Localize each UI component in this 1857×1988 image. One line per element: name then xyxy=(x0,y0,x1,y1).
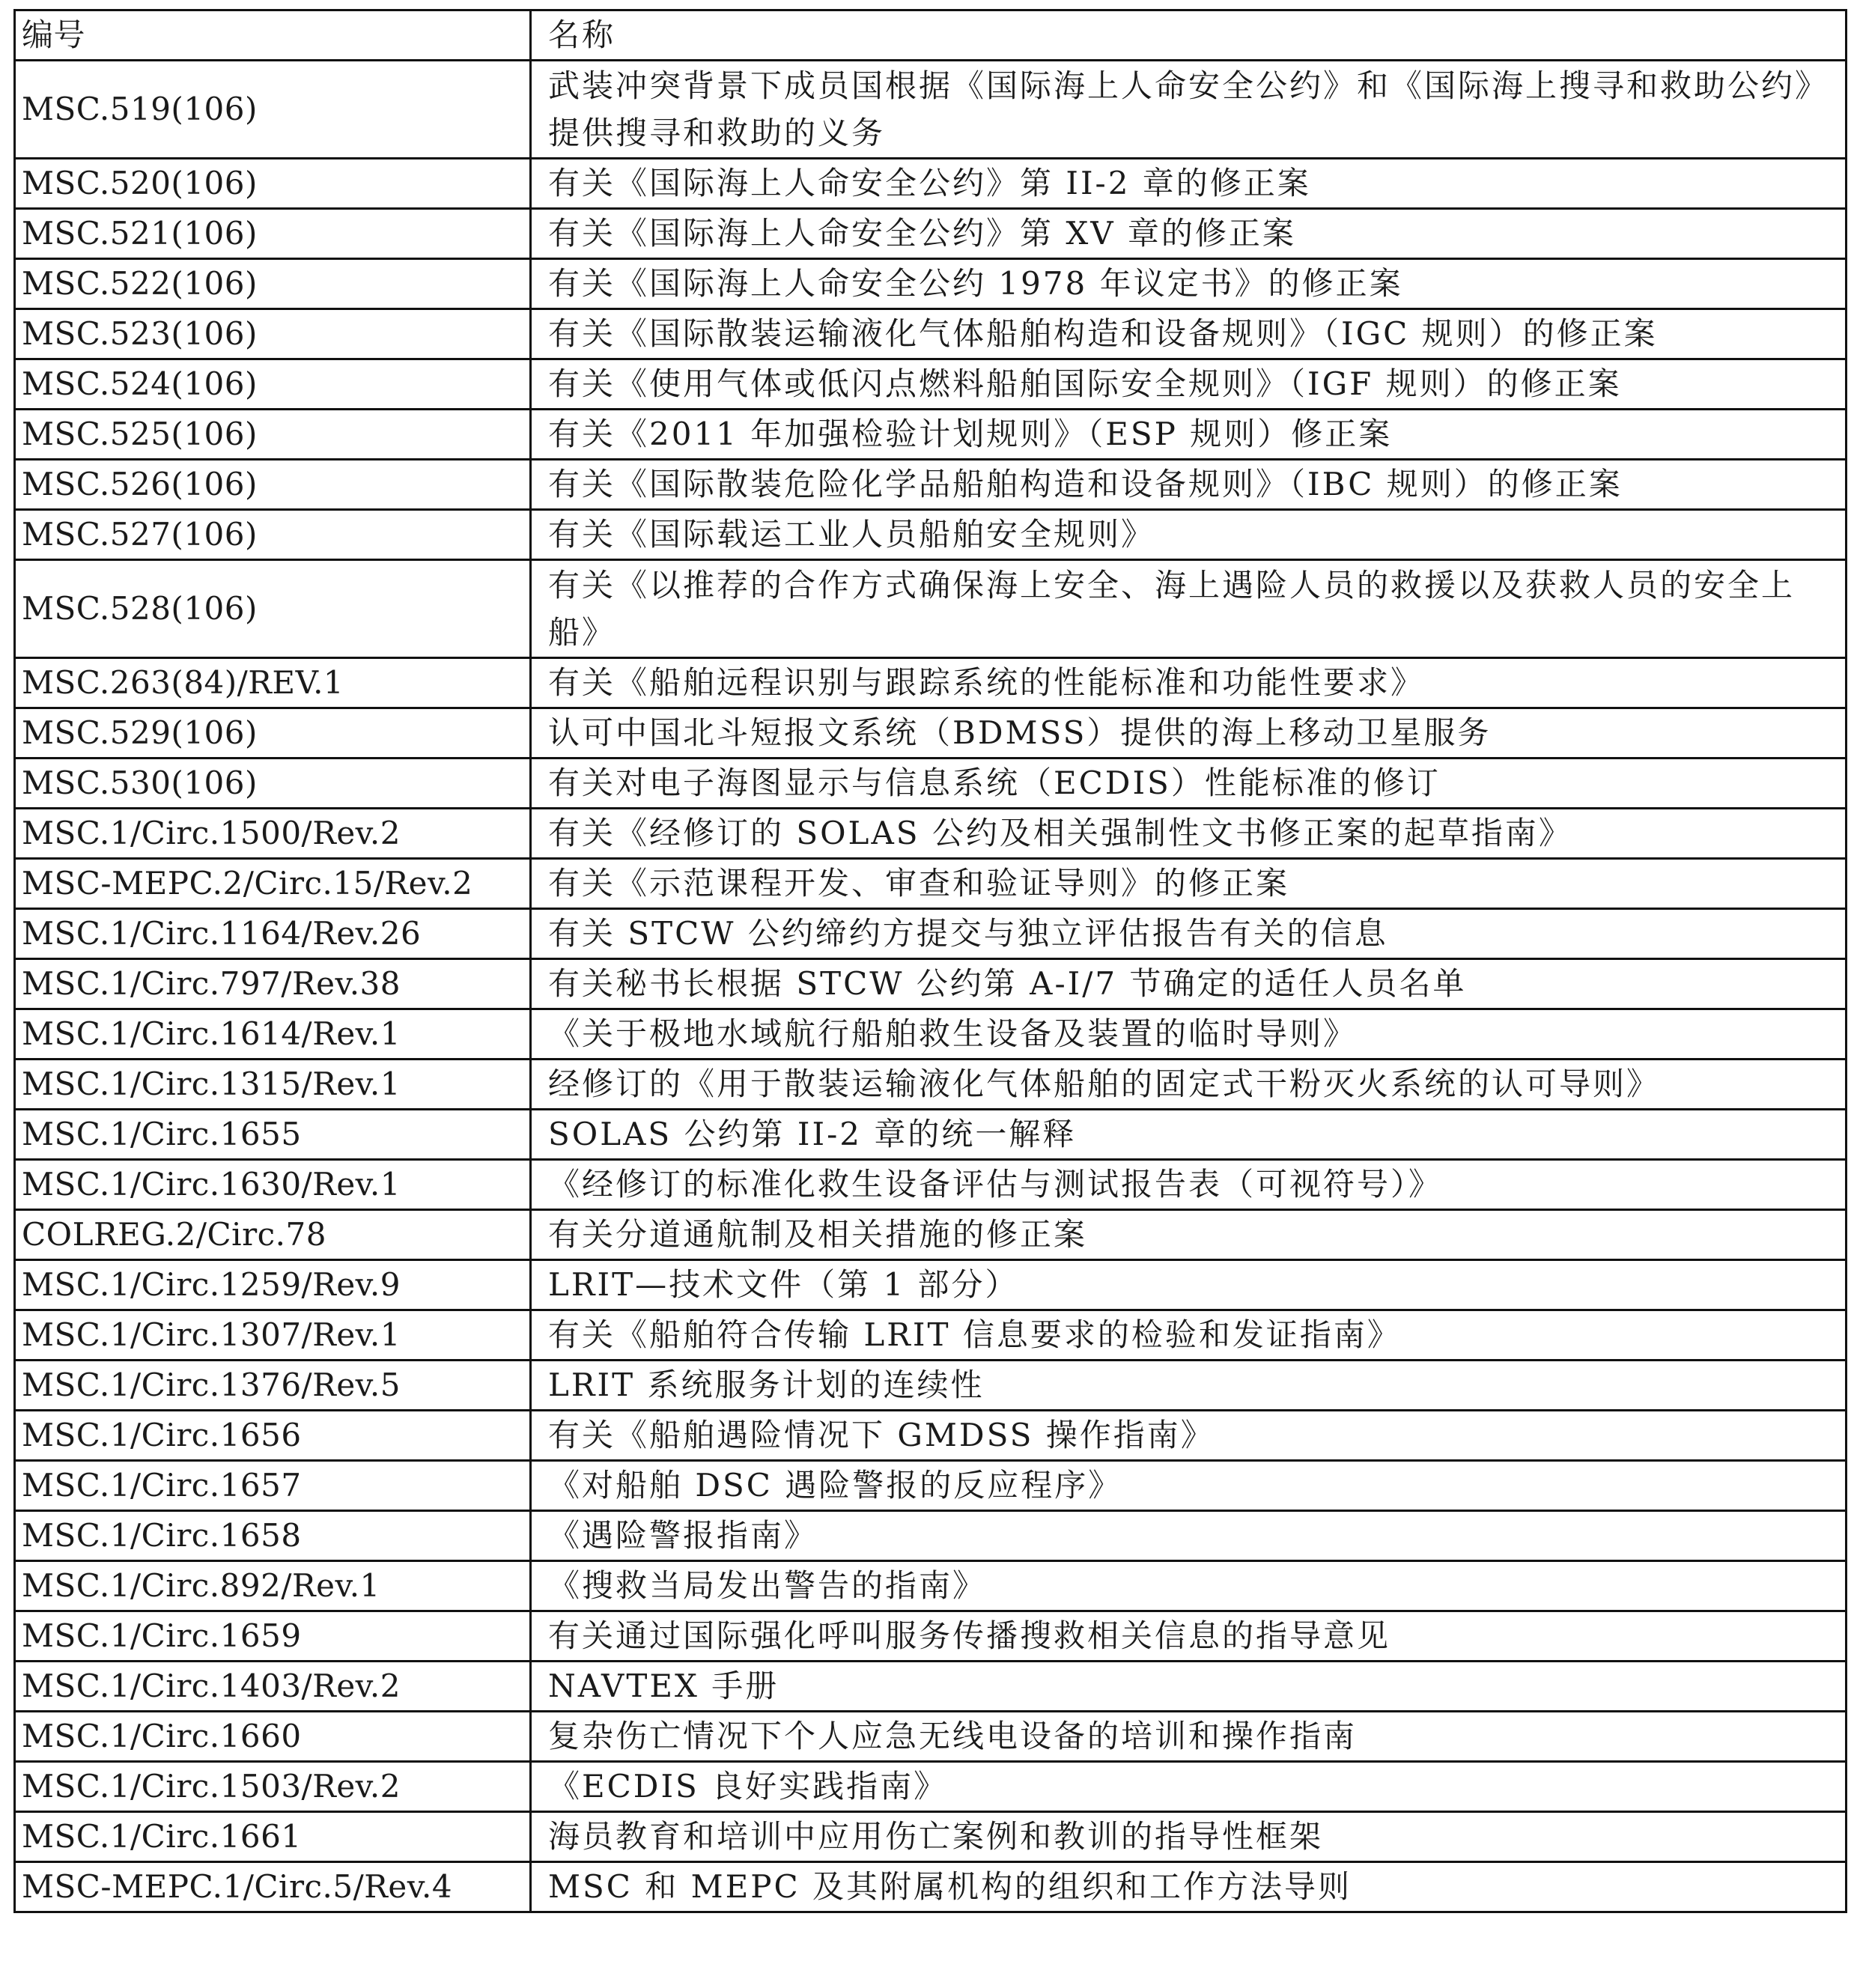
table-row xyxy=(15,1461,1847,1511)
document-code-cell: MSC.1/Circ.1655 xyxy=(15,1110,531,1160)
table-row xyxy=(15,510,1847,560)
document-code-cell: MSC-MEPC.1/Circ.5/Rev.4 xyxy=(15,1862,531,1912)
document-name-cell: NAVTEX 手册 xyxy=(531,1662,1847,1712)
document-name-cell: MSC 和 MEPC 及其附属机构的组织和工作方法导则 xyxy=(531,1862,1847,1912)
document-name-cell: 武装冲突背景下成员国根据《国际海上人命安全公约》和《国际海上搜寻和救助公约》提供搜寻和救助的义务 xyxy=(531,61,1847,159)
document-code-cell: MSC.527(106) xyxy=(15,510,531,560)
document-name-cell: 有关《2011 年加强检验计划规则》（ESP 规则）修正案 xyxy=(531,410,1847,460)
table-row xyxy=(15,1009,1847,1060)
document-code-cell: MSC.1/Circ.1614/Rev.1 xyxy=(15,1009,531,1060)
document-code-cell: MSC.1/Circ.892/Rev.1 xyxy=(15,1561,531,1611)
document-name-cell: 经修订的《用于散装运输液化气体船舶的固定式干粉灭火系统的认可导则》 xyxy=(531,1060,1847,1110)
table-row xyxy=(15,1260,1847,1310)
document-code-cell: MSC.1/Circ.1164/Rev.26 xyxy=(15,909,531,959)
document-name-cell: 有关《使用气体或低闪点燃料船舶国际安全规则》（IGF 规则）的修正案 xyxy=(531,359,1847,410)
table-body xyxy=(15,61,1847,1912)
document-code-cell: MSC.1/Circ.1660 xyxy=(15,1712,531,1762)
document-code-cell: MSC.1/Circ.1376/Rev.5 xyxy=(15,1361,531,1411)
table-row xyxy=(15,159,1847,209)
document-code-cell: MSC.524(106) xyxy=(15,359,531,410)
document-name-cell: 有关《船舶符合传输 LRIT 信息要求的检验和发证指南》 xyxy=(531,1310,1847,1361)
table-row xyxy=(15,61,1847,159)
column-header-code: 编号 xyxy=(15,10,531,61)
document-code-cell: MSC.526(106) xyxy=(15,460,531,510)
document-code-cell: MSC.522(106) xyxy=(15,259,531,309)
table-row xyxy=(15,1160,1847,1210)
document-name-cell: SOLAS 公约第 II-2 章的统一解释 xyxy=(531,1110,1847,1160)
document-name-cell: 《经修订的标准化救生设备评估与测试报告表（可视符号）》 xyxy=(531,1160,1847,1210)
table-row xyxy=(15,1862,1847,1912)
table-row xyxy=(15,759,1847,809)
document-name-cell: 复杂伤亡情况下个人应急无线电设备的培训和操作指南 xyxy=(531,1712,1847,1762)
document-name-cell: 《对船舶 DSC 遇险警报的反应程序》 xyxy=(531,1461,1847,1511)
table-row xyxy=(15,410,1847,460)
document-code-cell: MSC.523(106) xyxy=(15,309,531,359)
document-code-cell: MSC.1/Circ.1315/Rev.1 xyxy=(15,1060,531,1110)
document-name-cell: LRIT 系统服务计划的连续性 xyxy=(531,1361,1847,1411)
document-code-cell: MSC.1/Circ.797/Rev.38 xyxy=(15,959,531,1009)
document-name-cell: 有关秘书长根据 STCW 公约第 A-I/7 节确定的适任人员名单 xyxy=(531,959,1847,1009)
document-code-cell: MSC-MEPC.2/Circ.15/Rev.2 xyxy=(15,859,531,909)
document-name-cell: 有关对电子海图显示与信息系统（ECDIS）性能标准的修订 xyxy=(531,759,1847,809)
column-header-name: 名称 xyxy=(531,10,1847,61)
table-row xyxy=(15,809,1847,859)
document-code-cell: MSC.1/Circ.1403/Rev.2 xyxy=(15,1662,531,1712)
document-code-cell: MSC.519(106) xyxy=(15,61,531,159)
document-name-cell: 有关《国际散装运输液化气体船舶构造和设备规则》（IGC 规则）的修正案 xyxy=(531,309,1847,359)
resolutions-table xyxy=(13,9,1847,1913)
table-row xyxy=(15,259,1847,309)
document-name-cell: 有关 STCW 公约缔约方提交与独立评估报告有关的信息 xyxy=(531,909,1847,959)
table-row xyxy=(15,1712,1847,1762)
document-name-cell: 有关《以推荐的合作方式确保海上安全、海上遇险人员的救援以及获救人员的安全上船》 xyxy=(531,560,1847,658)
document-code-cell: MSC.1/Circ.1659 xyxy=(15,1611,531,1662)
table-row xyxy=(15,1662,1847,1712)
document-code-cell: MSC.520(106) xyxy=(15,159,531,209)
document-name-cell: 《关于极地水域航行船舶救生设备及装置的临时导则》 xyxy=(531,1009,1847,1060)
table-row xyxy=(15,1511,1847,1561)
document-name-cell: 海员教育和培训中应用伤亡案例和教训的指导性框架 xyxy=(531,1812,1847,1862)
table-row xyxy=(15,909,1847,959)
document-name-cell: 有关《示范课程开发、审查和验证导则》的修正案 xyxy=(531,859,1847,909)
document-code-cell: MSC.1/Circ.1500/Rev.2 xyxy=(15,809,531,859)
document-name-cell: 有关分道通航制及相关措施的修正案 xyxy=(531,1210,1847,1260)
document-code-cell: MSC.1/Circ.1503/Rev.2 xyxy=(15,1762,531,1812)
document-name-cell: 有关通过国际强化呼叫服务传播搜救相关信息的指导意见 xyxy=(531,1611,1847,1662)
table-row xyxy=(15,359,1847,410)
document-code-cell: MSC.1/Circ.1656 xyxy=(15,1411,531,1461)
document-name-cell: 有关《船舶远程识别与跟踪系统的性能标准和功能性要求》 xyxy=(531,658,1847,708)
table-row xyxy=(15,309,1847,359)
document-name-cell: 有关《国际海上人命安全公约 1978 年议定书》的修正案 xyxy=(531,259,1847,309)
document-name-cell: 有关《国际载运工业人员船舶安全规则》 xyxy=(531,510,1847,560)
document-name-cell: 有关《经修订的 SOLAS 公约及相关强制性文书修正案的起草指南》 xyxy=(531,809,1847,859)
document-name-cell: 有关《国际散装危险化学品船舶构造和设备规则》（IBC 规则）的修正案 xyxy=(531,460,1847,510)
document-code-cell: MSC.1/Circ.1658 xyxy=(15,1511,531,1561)
document-name-cell: 《遇险警报指南》 xyxy=(531,1511,1847,1561)
document-code-cell: MSC.530(106) xyxy=(15,759,531,809)
table-header-row xyxy=(15,10,1847,61)
document-name-cell: 有关《船舶遇险情况下 GMDSS 操作指南》 xyxy=(531,1411,1847,1461)
table-row xyxy=(15,1361,1847,1411)
table-row xyxy=(15,209,1847,259)
document-code-cell: COLREG.2/Circ.78 xyxy=(15,1210,531,1260)
document-code-cell: MSC.528(106) xyxy=(15,560,531,658)
table-row xyxy=(15,959,1847,1009)
document-name-cell: 有关《国际海上人命安全公约》第 XV 章的修正案 xyxy=(531,209,1847,259)
table-row xyxy=(15,1310,1847,1361)
table-row xyxy=(15,658,1847,708)
document-name-cell: 《ECDIS 良好实践指南》 xyxy=(531,1762,1847,1812)
table-row xyxy=(15,1812,1847,1862)
table-row xyxy=(15,1411,1847,1461)
table-row xyxy=(15,1762,1847,1812)
document-name-cell: 《搜救当局发出警告的指南》 xyxy=(531,1561,1847,1611)
document-code-cell: MSC.263(84)/REV.1 xyxy=(15,658,531,708)
document-code-cell: MSC.529(106) xyxy=(15,708,531,759)
document-name-cell: LRIT—技术文件（第 1 部分） xyxy=(531,1260,1847,1310)
table-row xyxy=(15,1060,1847,1110)
table-row xyxy=(15,560,1847,658)
document-name-cell: 有关《国际海上人命安全公约》第 II-2 章的修正案 xyxy=(531,159,1847,209)
document-code-cell: MSC.1/Circ.1657 xyxy=(15,1461,531,1511)
table-row xyxy=(15,460,1847,510)
table-row xyxy=(15,859,1847,909)
document-code-cell: MSC.1/Circ.1661 xyxy=(15,1812,531,1862)
document-code-cell: MSC.521(106) xyxy=(15,209,531,259)
table-row xyxy=(15,1110,1847,1160)
document-code-cell: MSC.525(106) xyxy=(15,410,531,460)
document-code-cell: MSC.1/Circ.1259/Rev.9 xyxy=(15,1260,531,1310)
document-name-cell: 认可中国北斗短报文系统（BDMSS）提供的海上移动卫星服务 xyxy=(531,708,1847,759)
document-code-cell: MSC.1/Circ.1630/Rev.1 xyxy=(15,1160,531,1210)
table-row xyxy=(15,1210,1847,1260)
table-row xyxy=(15,1611,1847,1662)
document-code-cell: MSC.1/Circ.1307/Rev.1 xyxy=(15,1310,531,1361)
table-row xyxy=(15,1561,1847,1611)
table-row xyxy=(15,708,1847,759)
